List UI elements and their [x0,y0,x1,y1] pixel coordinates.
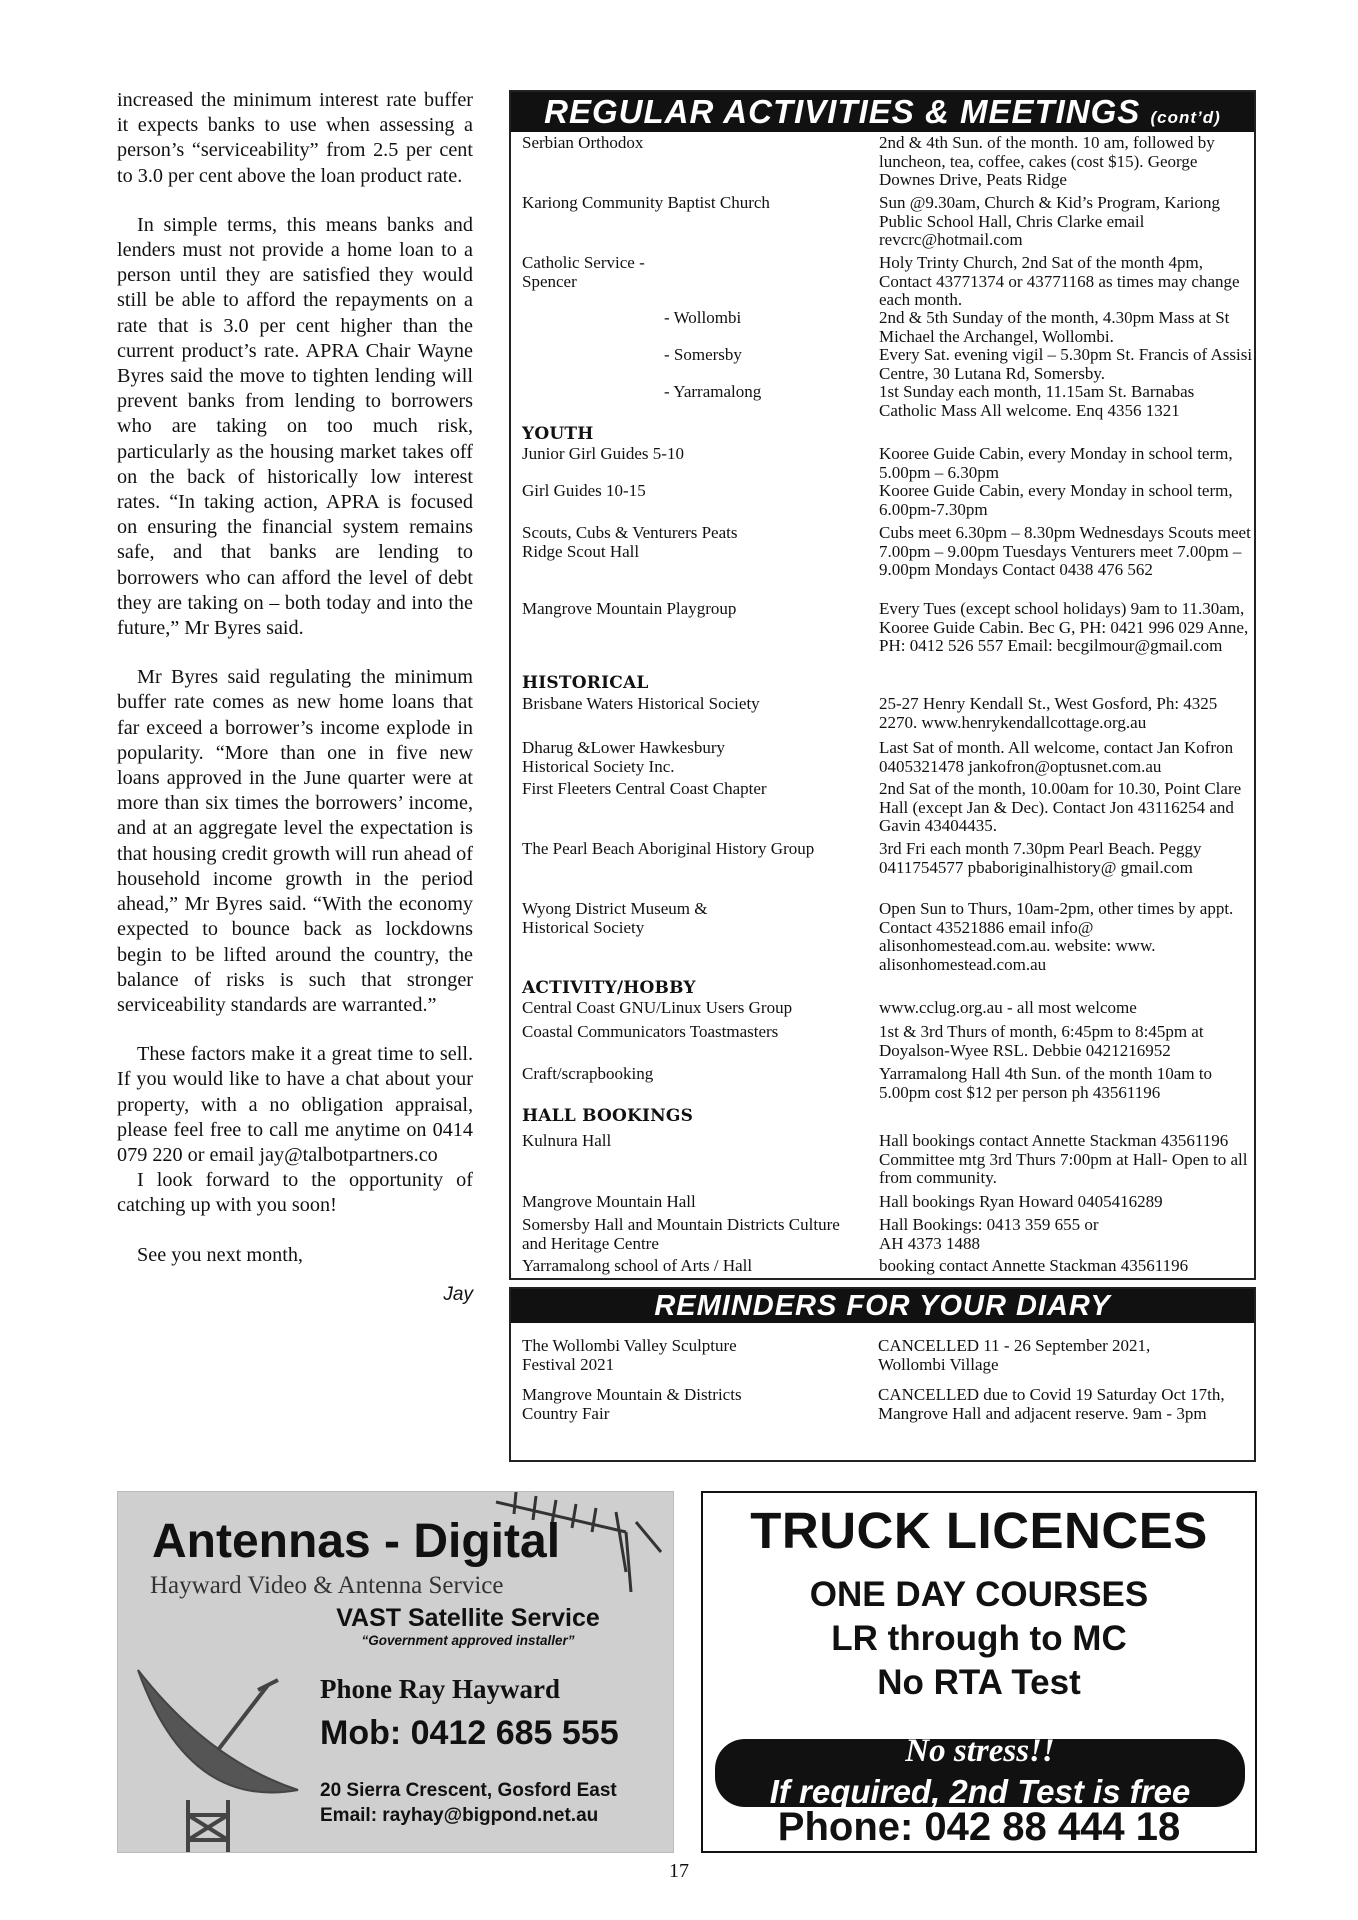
activity-name: Wyong District Museum & Historical Society [522,899,708,937]
activity-details: 3rd Fri each month 7.30pm Pearl Beach. Peggy 0411754577 pbaboriginalhistory@ gmail.com [879,839,1202,877]
activity-name: Dharug &Lower Hawkesbury Historical Society Inc. [522,738,725,776]
article-paragraph: Mr Byres said regulating the minimum buffer rate comes as new home loans that far exceed a borrower’s income explode in popularity. “More than one in five new loans approved in the June quarter were at more than six times the borrowers’ income, and at an aggregate level the expectation is that housing credit growth will run ahead of household income growth in the period ahead,” Mr Byres said. “With the economy expected to bounce back as lockdowns begin to be lifted around the country, the balance of risks is such that stronger serviceability standards are warranted.” [117,666,473,1016]
activity-details: Hall Bookings: 0413 359 655 or AH 4373 1488 [879,1215,1099,1253]
section-heading-youth: YOUTH [522,424,594,444]
diary-box [509,1287,1256,1462]
activity-name: Mangrove Mountain Hall [522,1192,696,1211]
antennas-advertisement [117,1491,674,1853]
activity-name: Craft/scrapbooking [522,1064,654,1083]
article-paragraph: increased the minimum interest rate buffer it expects banks to use when assessing a person’s “serviceability” from 2.5 per cent to 3.0 per cent above the loan product rate. [117,89,473,187]
article-closing: See you next month, [137,1243,303,1266]
activity-details: Kooree Guide Cabin, every Monday in school term, 6.00pm-7.30pm [879,481,1233,519]
activity-name: Brisbane Waters Historical Society [522,694,760,713]
ad-mobile: Mob: 0412 685 555 [320,1714,619,1752]
article-paragraph: I look forward to the opportunity of catching up with you soon! [117,1169,473,1217]
activity-name: First Fleeters Central Coast Chapter [522,779,767,798]
activity-details: Last Sat of month. All welcome, contact Jan Kofron 0405321478 jankofron@optusnet.com.au [879,738,1234,776]
activity-name: Kariong Community Baptist Church [522,193,770,212]
activity-details: Yarramalong Hall 4th Sun. of the month 10am to 5.00pm cost $12 per person ph 43561196 [879,1064,1213,1102]
activity-details: 25-27 Henry Kendall St., West Gosford, Ph: 4325 2270. www.henrykendallcottage.org.au [879,694,1218,732]
section-heading-historical: HISTORICAL [522,673,649,693]
activity-name: Girl Guides 10-15 [522,481,646,500]
satellite-dish-icon [128,1650,328,1853]
activity-details: Hall bookings contact Annette Stackman 43561196 Committee mtg 3rd Thurs 7:00pm at Hall- Open to all from community. [879,1131,1248,1187]
activity-sub-location: - Yarramalong [664,382,762,401]
article-column [117,88,473,1307]
activity-name: Mangrove Mountain Playgroup [522,599,737,618]
ad-email: Email: rayhay@bigpond.net.au [320,1805,599,1826]
activity-details: 2nd & 4th Sun. of the month. 10 am, followed by luncheon, tea, coffee, cakes (cost $15). George Downes Drive, Peats Ridge [879,133,1215,189]
ad-title: TRUCK LICENCES [750,1502,1208,1559]
activity-details: Hall bookings Ryan Howard 0405416289 [879,1192,1163,1211]
activity-name: Serbian Orthodox [522,133,644,152]
activity-name: Coastal Communicators Toastmasters [522,1022,779,1041]
activity-details: Sun @9.30am, Church & Kid’s Program, Kariong Public School Hall, Chris Clarke email revcrc@hotmail.com [879,193,1220,249]
ad-highlight-line: If required, 2nd Test is free [769,1773,1191,1810]
article-paragraph: These factors make it a great time to sell. If you would like to have a chat about your property, with a no obligation appraisal, please feel free to call me anytime on 0414 079 220 or email jay@talbotpartners.co [117,1043,473,1166]
event-details: CANCELLED due to Covid 19 Saturday Oct 17th, Mangrove Hall and adjacent reserve. 9am - 3pm [878,1385,1225,1423]
activity-details: Cubs meet 6.30pm – 8.30pm Wednesdays Scouts meet 7.00pm – 9.00pm Tuesdays Venturers meet 7.00pm – 9.00pm Mondays Contact 0438 476 562 [879,523,1251,579]
activity-name: Somersby Hall and Mountain Districts Culture and Heritage Centre [522,1215,840,1253]
activity-details: 1st Sunday each month, 11.15am St. Barnabas Catholic Mass All welcome. Enq 4356 1321 [879,382,1195,420]
ad-highlight-banner [715,1733,1245,1810]
ad-approved-tagline: “Government approved installer” [361,1633,575,1648]
activity-name: Yarramalong school of Arts / Hall [522,1256,753,1275]
ad-phone-label: Phone Ray Hayward [320,1674,561,1704]
activity-details: Every Tues (except school holidays) 9am to 11.30am, Kooree Guide Cabin. Bec G, PH: 0421 996 029 Anne, PH: 0412 526 557 Email: becgilmour@gmail.com [879,599,1249,655]
ad-service: VAST Satellite Service [336,1604,600,1632]
activity-sub-location: - Somersby [664,345,742,364]
activities-title-suffix: (cont’d) [1150,108,1221,127]
activities-box [509,90,1256,1280]
activity-details: www.cclug.org.au - all most welcome [879,998,1137,1017]
activity-details: 2nd Sat of the month, 10.00am for 10.30, Point Clare Hall (except Jan & Dec). Contact Jon 43116254 and Gavin 43404435. [879,779,1242,835]
activity-name: Central Coast GNU/Linux Users Group [522,998,793,1017]
section-heading-activity: ACTIVITY/HOBBY [522,978,696,998]
activity-details: Open Sun to Thurs, 10am-2pm, other times by appt. Contact 43521886 email info@ alisonhomestead.com.au. website: www. alisonhomestead.com.au [879,899,1234,974]
ad-address: 20 Sierra Crescent, Gosford East [320,1780,617,1801]
activity-details: Every Sat. evening vigil – 5.30pm St. Francis of Assisi Centre, 30 Lutana Rd, Somersby. [879,345,1253,383]
activity-details: 2nd & 5th Sunday of the month, 4.30pm Mass at St Michael the Archangel, Wollombi. [879,308,1230,346]
ad-line: LR through to MC [831,1619,1127,1658]
ad-line: ONE DAY COURSES [809,1575,1149,1614]
event-name: The Wollombi Valley Sculpture Festival 2021 [522,1336,737,1374]
ad-line: No RTA Test [877,1663,1081,1702]
section-heading-hall-bookings: HALL BOOKINGS [522,1106,694,1126]
activity-name: Catholic Service -Spencer [522,253,645,291]
activity-details: 1st & 3rd Thurs of month, 6:45pm to 8:45pm at Doyalson-Wyee RSL. Debbie 0421216952 [879,1022,1204,1060]
activity-name: Junior Girl Guides 5-10 [522,444,684,463]
diary-banner: REMINDERS FOR YOUR DIARY [511,1289,1254,1323]
activities-banner [511,92,1254,132]
page-number: 17 [669,1860,689,1882]
article-paragraph: In simple terms, this means banks and lenders must not provide a home loan to a person until they are satisfied they would still be able to afford the repayments on a rate that is 3.0 per cent higher than the current product’s rate. APRA Chair Wayne Byres said the move to tighten lending will prevent banks from lending to borrowers who are taking on too much risk, particularly as the housing market takes off on the back of historically low interest rates. “In taking action, APRA is focused on ensuring the financial system remains safe, and that banks are lending to borrowers who can afford the level of debt they are taking on – both today and into the future,” Mr Byres said. [117,213,473,640]
activity-details: Kooree Guide Cabin, every Monday in school term, 5.00pm – 6.30pm [879,444,1233,482]
activities-title: REGULAR ACTIVITIES & MEETINGS [544,93,1141,130]
ad-phone: Phone: 042 88 444 18 [777,1805,1181,1849]
ad-highlight-line: No stress!! [905,1733,1055,1769]
event-details: CANCELLED 11 - 26 September 2021, Wollombi Village [878,1336,1151,1374]
activity-sub-location: - Wollombi [664,308,742,327]
event-name: Mangrove Mountain & Districts Country Fair [522,1385,742,1423]
activity-name: Kulnura Hall [522,1131,612,1150]
activity-details: booking contact Annette Stackman 43561196 [879,1256,1189,1275]
activity-details: Holy Trinty Church, 2nd Sat of the month 4pm, Contact 43771374 or 43771168 as times may change each month. [879,253,1240,309]
activity-name: The Pearl Beach Aboriginal History Group [522,839,815,858]
ad-title: Antennas - Digital [152,1515,561,1568]
article-signature: Jay [443,1283,473,1305]
ad-subtitle: Hayward Video & Antenna Service [150,1572,504,1599]
truck-licences-advertisement [701,1491,1257,1853]
activity-name: Scouts, Cubs & Venturers Peats Ridge Scout Hall [522,523,738,561]
